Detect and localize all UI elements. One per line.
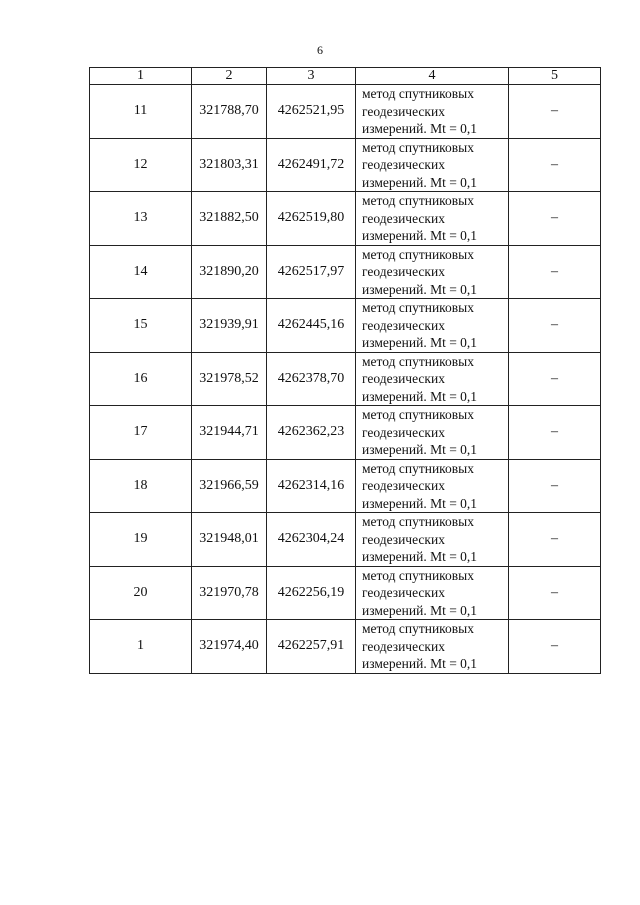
table-row [90,245,601,299]
method-line: геодезических [362,638,445,654]
table-row [90,459,601,513]
method-line: метод спутниковых [362,86,474,101]
x-coordinate-cell: 321939,91 [192,299,267,353]
method-line: метод спутниковых [362,139,474,155]
method-line: метод спутниковых [362,460,474,476]
method-line: измерений. Mt = 0,1 [362,121,478,136]
x-coordinate-cell: 321944,71 [192,406,267,460]
method-line: измерений. Mt = 0,1 [362,656,478,671]
y-coordinate-cell: 4262314,16 [267,459,356,513]
y-coordinate-cell: 4262378,70 [267,352,356,406]
table-row [90,85,601,139]
point-number-cell: 17 [90,406,192,460]
method-cell [356,352,509,406]
point-number-cell: 13 [90,192,192,246]
method-cell [356,459,509,513]
x-coordinate-cell: 321974,40 [192,620,267,674]
method-line: метод спутниковых [362,353,474,369]
table-row [90,406,601,460]
table-header-row [90,68,601,85]
table-row [90,299,601,353]
table-row [90,620,601,674]
point-number-cell: 11 [90,85,192,139]
method-line: геодезических [362,210,445,226]
header-col-2: 2 [192,68,267,85]
coordinates-table [89,67,601,674]
method-line: измерений. Mt = 0,1 [362,442,478,457]
y-coordinate-cell: 4262304,24 [267,513,356,567]
method-cell [356,192,509,246]
x-coordinate-cell: 321978,52 [192,352,267,406]
method-line: измерений. Mt = 0,1 [362,174,478,190]
header-col-5: 5 [509,68,601,85]
note-cell: – [509,85,601,139]
method-line: измерений. Mt = 0,1 [362,228,478,243]
point-number-cell: 16 [90,352,192,406]
y-coordinate-cell: 4262256,19 [267,566,356,620]
method-line: метод спутниковых [362,246,474,262]
point-number-cell: 1 [90,620,192,674]
point-number-cell: 12 [90,138,192,192]
x-coordinate-cell: 321890,20 [192,245,267,299]
method-line: измерений. Mt = 0,1 [362,549,478,564]
x-coordinate-cell: 321948,01 [192,513,267,567]
x-coordinate-cell: 321788,70 [192,85,267,139]
method-line: геодезических [362,478,445,493]
method-line: метод спутниковых [362,407,474,422]
method-line: геодезических [362,531,445,547]
method-line: геодезических [362,264,445,279]
note-cell: – [509,138,601,192]
method-line: измерений. Mt = 0,1 [362,495,478,511]
table-row [90,566,601,620]
header-col-1: 1 [90,68,192,85]
y-coordinate-cell: 4262445,16 [267,299,356,353]
note-cell: – [509,513,601,567]
method-line: измерений. Mt = 0,1 [362,602,478,618]
header-col-4: 4 [356,68,509,85]
point-number-cell: 20 [90,566,192,620]
method-line: геодезических [362,585,445,600]
x-coordinate-cell: 321966,59 [192,459,267,513]
method-line: геодезических [362,157,445,172]
point-number-cell: 14 [90,245,192,299]
x-coordinate-cell: 321803,31 [192,138,267,192]
method-cell [356,299,509,353]
note-cell: – [509,352,601,406]
method-line: геодезических [362,317,445,333]
method-cell [356,513,509,567]
method-line: геодезических [362,424,445,440]
note-cell: – [509,620,601,674]
method-line: метод спутниковых [362,514,474,529]
method-line: геодезических [362,371,445,386]
table-body [90,85,601,674]
header-col-3: 3 [267,68,356,85]
method-cell [356,620,509,674]
table-row [90,352,601,406]
table-row [90,192,601,246]
method-cell [356,245,509,299]
method-cell [356,406,509,460]
note-cell: – [509,459,601,513]
method-line: измерений. Mt = 0,1 [362,388,478,404]
x-coordinate-cell: 321882,50 [192,192,267,246]
table-row [90,513,601,567]
x-coordinate-cell: 321970,78 [192,566,267,620]
table-row [90,138,601,192]
method-line: метод спутниковых [362,193,474,208]
y-coordinate-cell: 4262519,80 [267,192,356,246]
y-coordinate-cell: 4262521,95 [267,85,356,139]
y-coordinate-cell: 4262362,23 [267,406,356,460]
note-cell: – [509,299,601,353]
point-number-cell: 18 [90,459,192,513]
method-line: метод спутниковых [362,621,474,636]
method-line: метод спутниковых [362,300,474,315]
method-cell [356,138,509,192]
note-cell: – [509,566,601,620]
point-number-cell: 15 [90,299,192,353]
method-line: метод спутниковых [362,567,474,583]
method-line: геодезических [362,103,445,119]
y-coordinate-cell: 4262491,72 [267,138,356,192]
note-cell: – [509,245,601,299]
method-line: измерений. Mt = 0,1 [362,281,478,297]
y-coordinate-cell: 4262257,91 [267,620,356,674]
page-number: 6 [317,43,323,57]
note-cell: – [509,406,601,460]
note-cell: – [509,192,601,246]
method-cell [356,85,509,139]
method-cell [356,566,509,620]
method-line: измерений. Mt = 0,1 [362,335,478,350]
y-coordinate-cell: 4262517,97 [267,245,356,299]
point-number-cell: 19 [90,513,192,567]
